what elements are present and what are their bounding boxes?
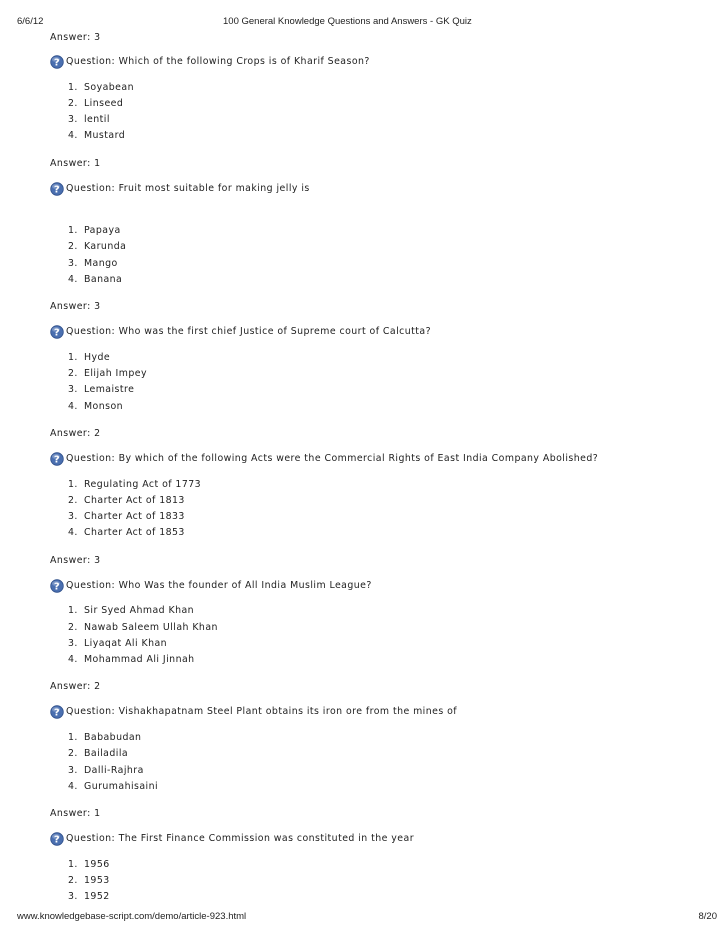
spacer [50,542,710,552]
option-item [68,80,710,96]
footer-url[interactable]: www.knowledgebase-script.com/demo/article-923.html [17,911,247,922]
option-item [68,525,710,541]
option-item [68,509,710,525]
option-item [68,366,710,382]
spacer [50,468,710,477]
option-label: 1956 [84,858,110,870]
option-label: 1953 [84,874,110,886]
option-item [68,730,710,746]
option-number: 2. [68,621,78,633]
options-list [68,223,710,288]
quiz-list [50,54,710,906]
option-label: Regulating Act of 1773 [84,478,202,490]
header-title: 100 General Knowledge Questions and Answers - GK Quiz [223,16,472,27]
option-label: Papaya [84,225,121,237]
spacer [50,721,710,730]
help-question-icon [50,182,64,196]
option-number: 3. [68,511,78,523]
option-item [68,857,710,873]
page-header [0,16,728,30]
option-label: Bailadila [84,748,129,760]
answer-text: Answer: 2 [50,681,101,693]
option-label: Charter Act of 1833 [84,511,185,523]
options-list [68,477,710,542]
option-label: Mustard [84,130,126,142]
answer-text: Answer: 3 [50,554,101,566]
question-block [50,451,710,468]
answer-text: Answer: 3 [50,301,101,313]
svg-text:?: ? [53,581,61,593]
footer-page-number: 8/20 [698,911,717,922]
option-label: Mango [84,257,118,269]
svg-text:?: ? [53,57,61,69]
quiz-content [50,30,710,910]
option-number: 4. [68,654,78,666]
page-footer [0,911,728,925]
spacer [50,795,710,805]
option-label: Linseed [84,97,124,109]
option-label: lentil [84,114,110,126]
option-item [68,603,710,619]
option-number: 1. [68,731,78,743]
question-text: Question: Which of the following Crops is of Kharif Season? [66,56,370,67]
question-block [50,831,710,848]
help-question-icon [50,452,64,466]
option-item [68,272,710,288]
spacer [50,71,710,80]
option-label: Bababudan [84,731,142,743]
option-number: 3. [68,637,78,649]
header-date: 6/6/12 [17,16,44,27]
question-block [50,578,710,595]
svg-text:?: ? [53,708,61,720]
option-number: 1. [68,605,78,617]
option-item [68,779,710,795]
spacer [50,197,710,223]
option-label: Hyde [84,351,111,363]
option-number: 3. [68,114,78,126]
option-number: 3. [68,891,78,903]
option-number: 2. [68,874,78,886]
option-item [68,112,710,128]
option-label: Sir Syed Ahmad Khan [84,605,195,617]
question-block [50,324,710,341]
option-number: 1. [68,81,78,93]
option-number: 1. [68,858,78,870]
option-item [68,493,710,509]
answer-text: Answer: 1 [50,157,101,169]
option-number: 2. [68,368,78,380]
spacer [50,594,710,603]
option-item [68,889,710,905]
options-list [68,857,710,906]
option-item [68,399,710,415]
question-text: Question: Vishakhapatnam Steel Plant obtains its iron ore from the mines of [66,706,458,718]
option-number: 3. [68,384,78,396]
spacer [50,145,710,155]
option-number: 1. [68,351,78,363]
answer-text: Answer: 1 [50,808,101,820]
option-number: 2. [68,241,78,253]
option-number: 2. [68,494,78,506]
option-label: Lemaistre [84,384,135,396]
option-label: Karunda [84,241,127,253]
question-text: Question: By which of the following Acts were the Commercial Rights of East India Company Abolished? [66,453,599,465]
option-number: 2. [68,97,78,109]
option-number: 4. [68,527,78,539]
option-number: 2. [68,748,78,760]
question-block [50,181,710,198]
option-number: 4. [68,400,78,412]
spacer [50,415,710,425]
spacer [50,341,710,350]
question-text: Question: Who was the first chief Justice of Supreme court of Calcutta? [66,326,431,338]
option-label: Liyaqat Ali Khan [84,637,168,649]
option-number: 4. [68,130,78,142]
question-block [50,54,710,71]
option-number: 4. [68,780,78,792]
option-item [68,96,710,112]
spacer [50,848,710,857]
answer-text: Answer: 3 [50,32,101,43]
option-item [68,350,710,366]
option-item [68,620,710,636]
help-question-icon [50,579,64,593]
option-item [68,652,710,668]
option-number: 1. [68,478,78,490]
help-question-icon [50,832,64,846]
option-label: Monson [84,400,124,412]
spacer [50,288,710,298]
answer-text: Answer: 2 [50,428,101,440]
option-item [68,873,710,889]
option-label: Charter Act of 1813 [84,494,185,506]
options-list [68,80,710,145]
option-item [68,223,710,239]
option-item [68,382,710,398]
option-label: Dalli-Rajhra [84,764,144,776]
help-question-icon [50,705,64,719]
svg-text:?: ? [53,454,61,466]
option-number: 3. [68,257,78,269]
options-list [68,730,710,795]
options-list [68,350,710,415]
option-item [68,763,710,779]
option-label: Mohammad Ali Jinnah [84,654,195,666]
option-label: Elijah Impey [84,368,147,380]
option-label: Soyabean [84,81,134,93]
help-question-icon [50,55,64,69]
option-item [68,636,710,652]
option-label: Charter Act of 1853 [84,527,185,539]
question-text: Question: Who Was the founder of All India Muslim League? [66,579,372,591]
spacer [50,668,710,678]
option-number: 3. [68,764,78,776]
option-label: Banana [84,274,123,286]
option-item [68,477,710,493]
option-number: 1. [68,225,78,237]
option-item [68,239,710,255]
help-question-icon [50,325,64,339]
option-label: Gurumahisaini [84,780,159,792]
question-text: Question: Fruit most suitable for making jelly is [66,182,310,194]
options-list [68,603,710,668]
option-label: Nawab Saleem Ullah Khan [84,621,218,633]
question-text: Question: The First Finance Commission was constituted in the year [66,833,414,845]
question-block [50,704,710,721]
svg-text:?: ? [53,184,61,196]
svg-text:?: ? [53,834,61,846]
svg-text:?: ? [53,327,61,339]
option-number: 4. [68,274,78,286]
option-item [68,746,710,762]
option-label: 1952 [84,891,110,903]
option-item [68,256,710,272]
option-item [68,128,710,144]
